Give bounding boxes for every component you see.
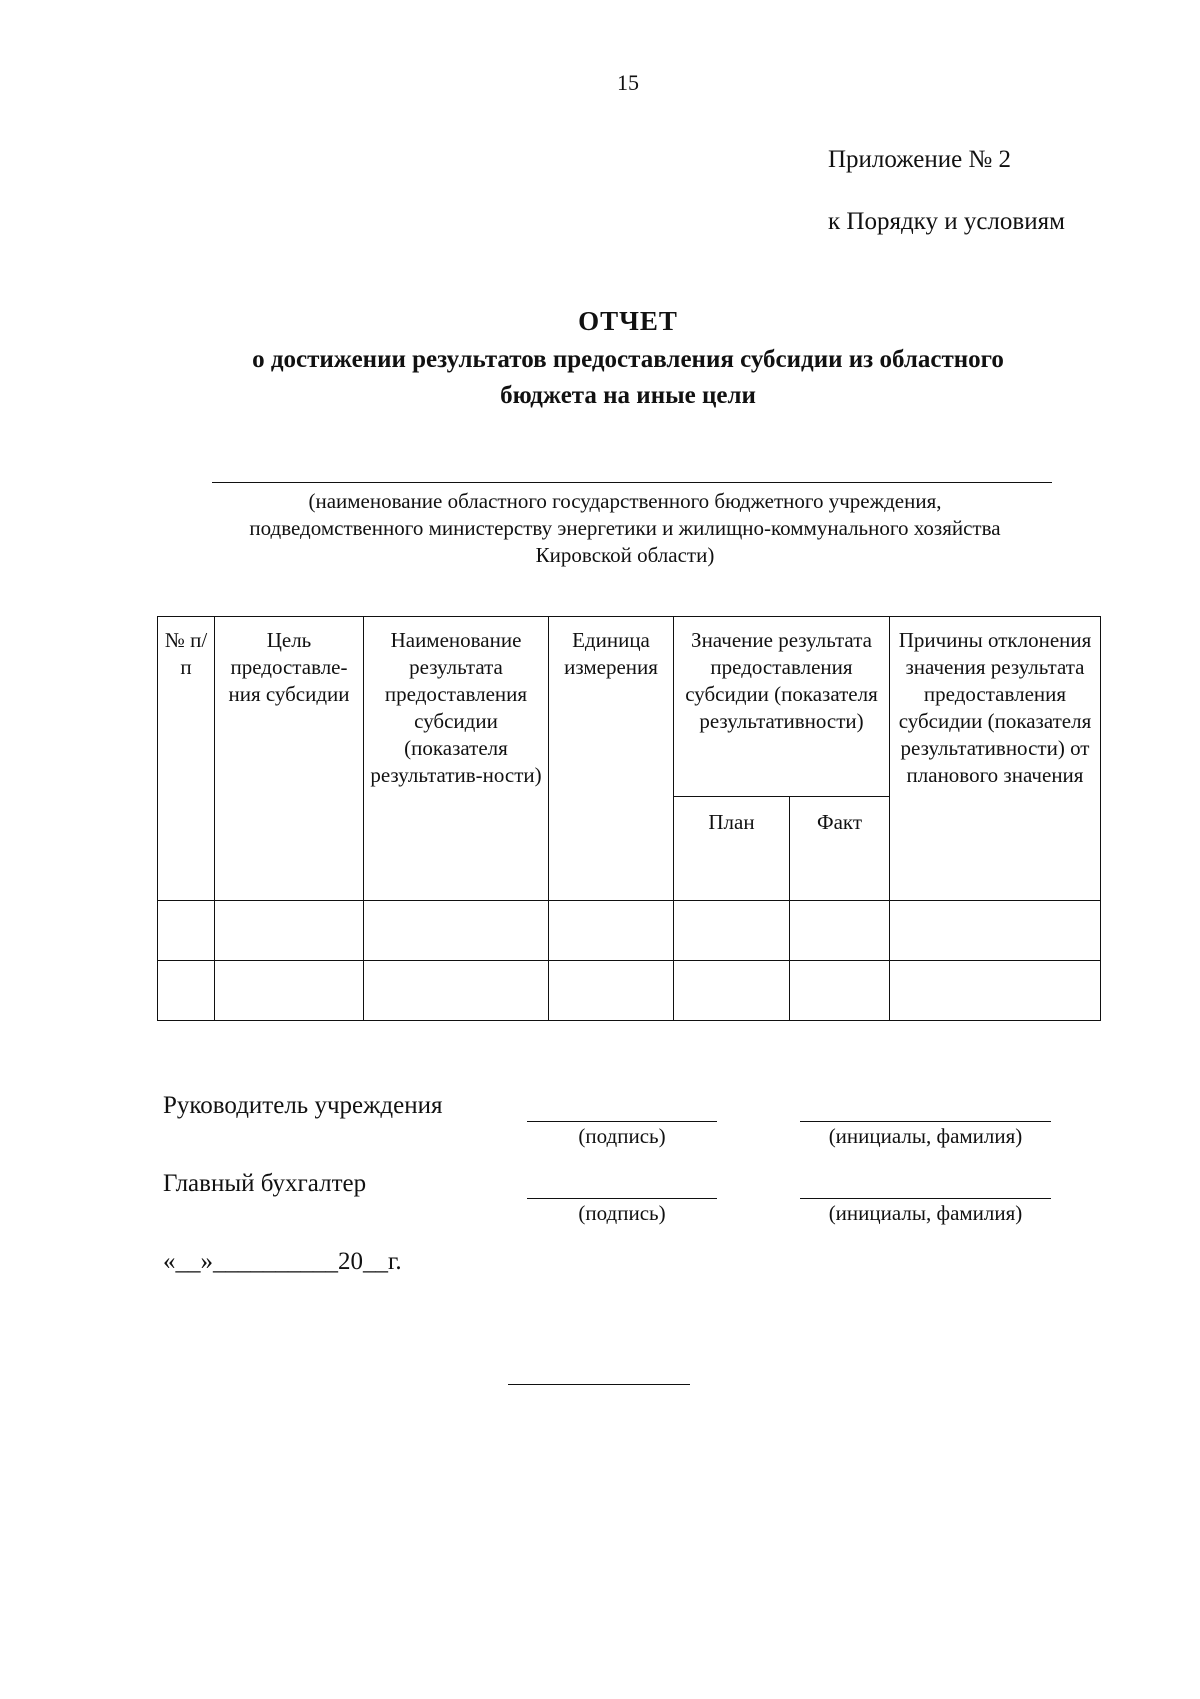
header-goal: Цель предоставле-ния субсидии: [215, 617, 364, 901]
header-number: № п/п: [158, 617, 215, 901]
table-cell[interactable]: [158, 961, 215, 1021]
institution-name-line: [212, 482, 1052, 483]
accountant-name-caption: (инициалы, фамилия): [828, 1201, 1023, 1225]
table-cell[interactable]: [790, 901, 890, 961]
header-result-name: Наименование результата предоставления субсидии (показателя результатив-ности): [364, 617, 549, 901]
table-cell[interactable]: [790, 961, 890, 1021]
page-number: 15: [617, 70, 639, 95]
table-cell[interactable]: [890, 961, 1101, 1021]
table-cell[interactable]: [215, 901, 364, 961]
institution-caption-line-1: (наименование областного государственного бюджетного учреждения,: [308, 489, 942, 513]
institution-caption-line-2: подведомственного министерству энергетики и жилищно-коммунального хозяйства: [249, 516, 1001, 540]
head-signature-line[interactable]: [527, 1121, 717, 1122]
table-cell[interactable]: [364, 961, 549, 1021]
table-cell[interactable]: [364, 901, 549, 961]
appendix-label: Приложение № 2: [828, 146, 1012, 173]
head-name-line[interactable]: [800, 1121, 1051, 1122]
accountant-signature-line[interactable]: [527, 1198, 717, 1199]
appendix-reference: к Порядку и условиям: [828, 208, 1065, 235]
subtitle-line-1: о достижении результатов предоставления субсидии из областного: [252, 346, 1004, 373]
head-signature-caption: (подпись): [578, 1124, 666, 1148]
end-divider: [508, 1384, 690, 1385]
report-subtitle: [0, 342, 1200, 414]
table-cell[interactable]: [549, 961, 674, 1021]
header-plan: План: [674, 797, 790, 901]
accountant-label: Главный бухгалтер: [163, 1170, 367, 1197]
subtitle-line-2: бюджета на иные цели: [500, 382, 756, 409]
head-label: Руководитель учреждения: [163, 1092, 443, 1119]
table-cell[interactable]: [158, 901, 215, 961]
table-cell[interactable]: [890, 901, 1101, 961]
table-row: [158, 901, 1101, 961]
table-header-row: [158, 617, 1101, 797]
header-reasons: Причины отклонения значения результата предоставления субсидии (показателя результативности) от планового значения: [890, 617, 1101, 901]
accountant-signature-caption: (подпись): [578, 1201, 666, 1225]
accountant-name-line[interactable]: [800, 1198, 1051, 1199]
table-row: [158, 961, 1101, 1021]
institution-caption: [160, 488, 1090, 569]
table-cell[interactable]: [549, 901, 674, 961]
header-unit: Единица измерения: [549, 617, 674, 901]
header-fact: Факт: [790, 797, 890, 901]
report-table: [157, 616, 1101, 1021]
institution-caption-line-3: Кировской области): [535, 543, 715, 567]
report-title: ОТЧЕТ: [578, 306, 678, 336]
table-cell[interactable]: [674, 901, 790, 961]
table-cell[interactable]: [215, 961, 364, 1021]
date-line[interactable]: «__»__________20__г.: [163, 1248, 402, 1275]
table-cell[interactable]: [674, 961, 790, 1021]
head-name-caption: (инициалы, фамилия): [828, 1124, 1023, 1148]
header-value: Значение результата предоставления субсидии (показателя результативности): [674, 617, 890, 797]
